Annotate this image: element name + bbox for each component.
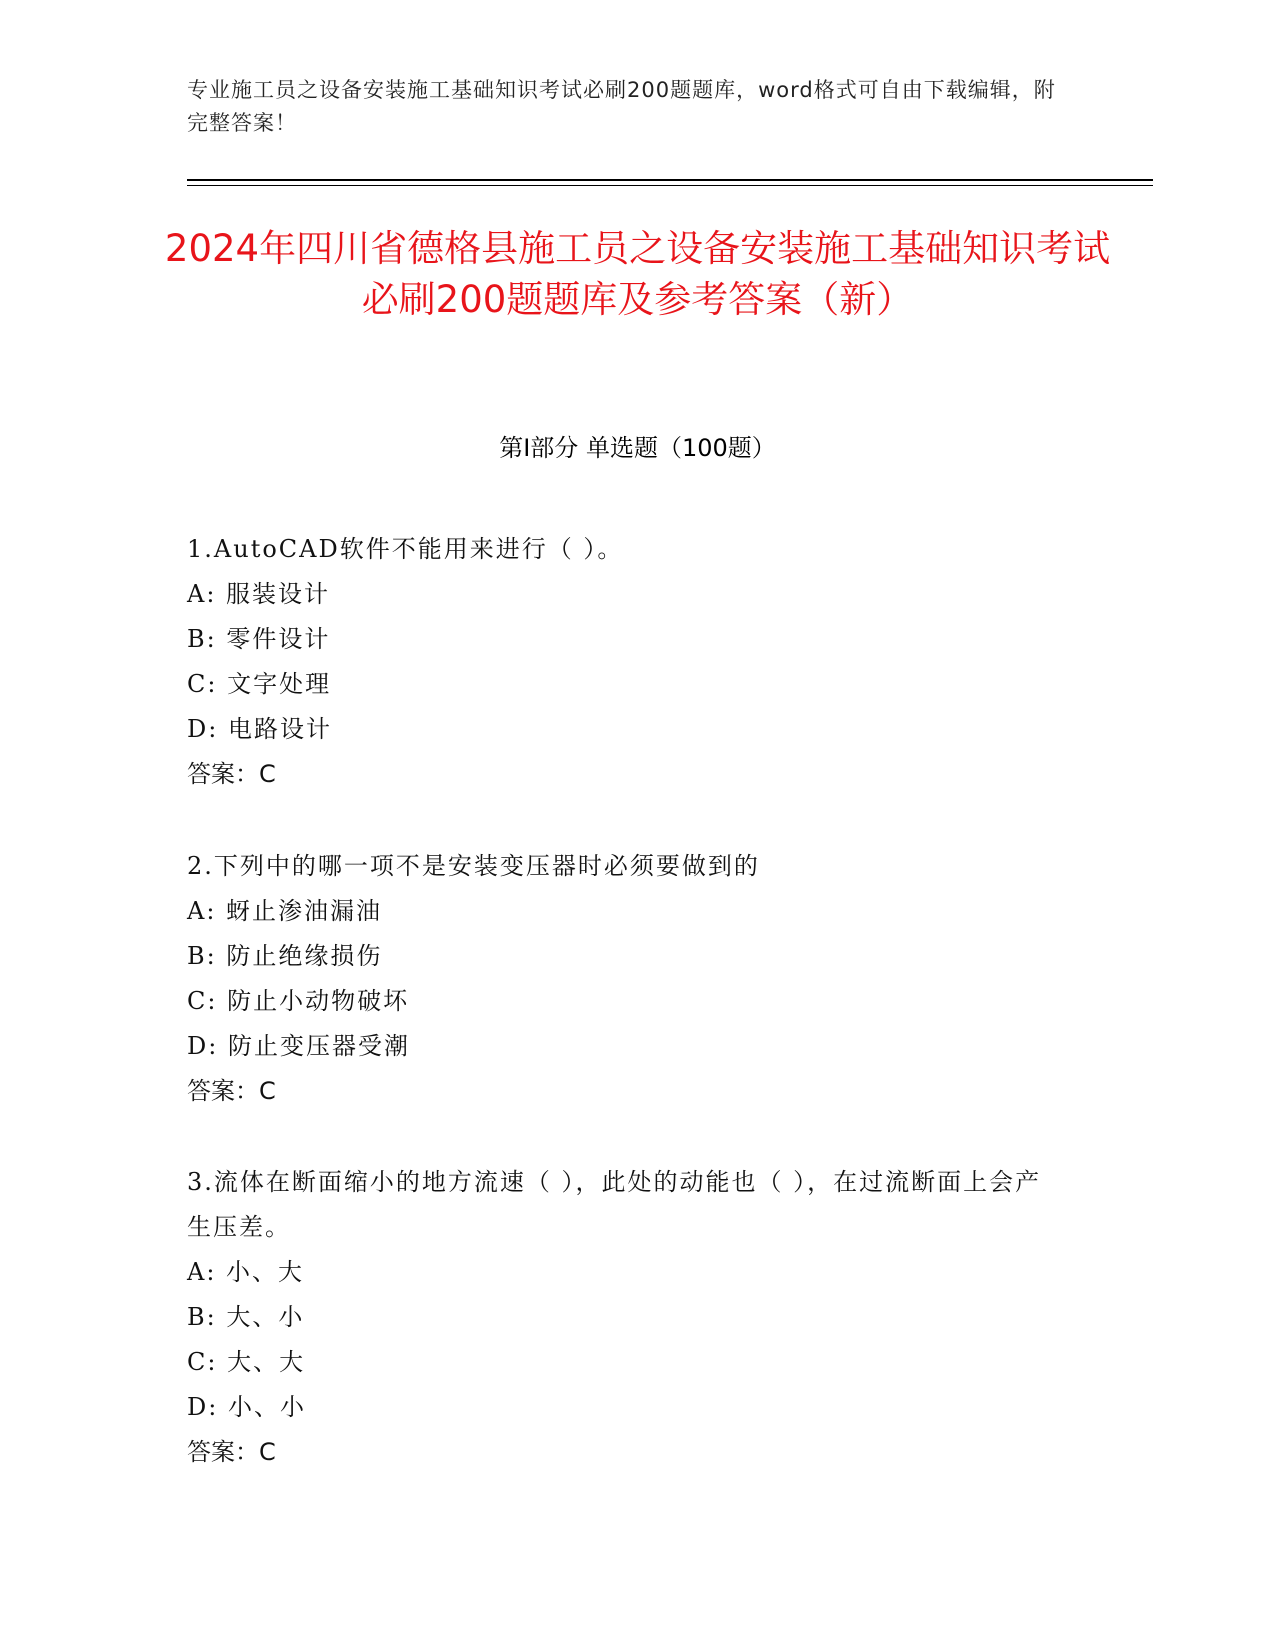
- question-1: [187, 527, 1067, 797]
- option-b: B: 零件设计: [187, 625, 331, 653]
- option-a: A: 服装设计: [187, 580, 331, 608]
- option-d: D: 小、小: [187, 1393, 306, 1421]
- section-title: 第I部分 单选题（100题）: [499, 434, 776, 462]
- question-2: [187, 844, 1067, 1114]
- option-b: B: 大、小: [187, 1303, 305, 1331]
- option-d: D: 防止变压器受潮: [187, 1032, 410, 1060]
- option-a: A: 小、大: [187, 1258, 305, 1286]
- option-c: C: 大、大: [187, 1348, 306, 1376]
- question-stem: 1.AutoCAD软件不能用来进行（ ）。: [187, 535, 624, 563]
- option-c: C: 防止小动物破坏: [187, 987, 410, 1015]
- question-stem: 2.下列中的哪一项不是安装变压器时必须要做到的: [187, 852, 760, 880]
- answer: 答案：C: [187, 760, 276, 788]
- question-3: [187, 1160, 1067, 1475]
- option-c: C: 文字处理: [187, 670, 332, 698]
- header-rule-thick: [187, 179, 1153, 181]
- document-title: 2024年四川省德格县施工员之设备安装施工基础知识考试必刷200题题库及参考答案（新）: [164, 227, 1111, 321]
- header-note: 专业施工员之设备安装施工基础知识考试必刷200题题库，word格式可自由下载编辑，附完整答案！: [187, 78, 1056, 135]
- option-a: A: 蚜止渗油漏油: [187, 897, 383, 925]
- answer: 答案：C: [187, 1077, 276, 1105]
- option-d: D: 电路设计: [187, 715, 332, 743]
- header-rule-thin: [187, 185, 1153, 186]
- question-stem: 3.流体在断面缩小的地方流速（ ），此处的动能也（ ），在过流断面上会产生压差。: [187, 1168, 1042, 1241]
- option-b: B: 防止绝缘损伤: [187, 942, 383, 970]
- answer: 答案：C: [187, 1438, 276, 1466]
